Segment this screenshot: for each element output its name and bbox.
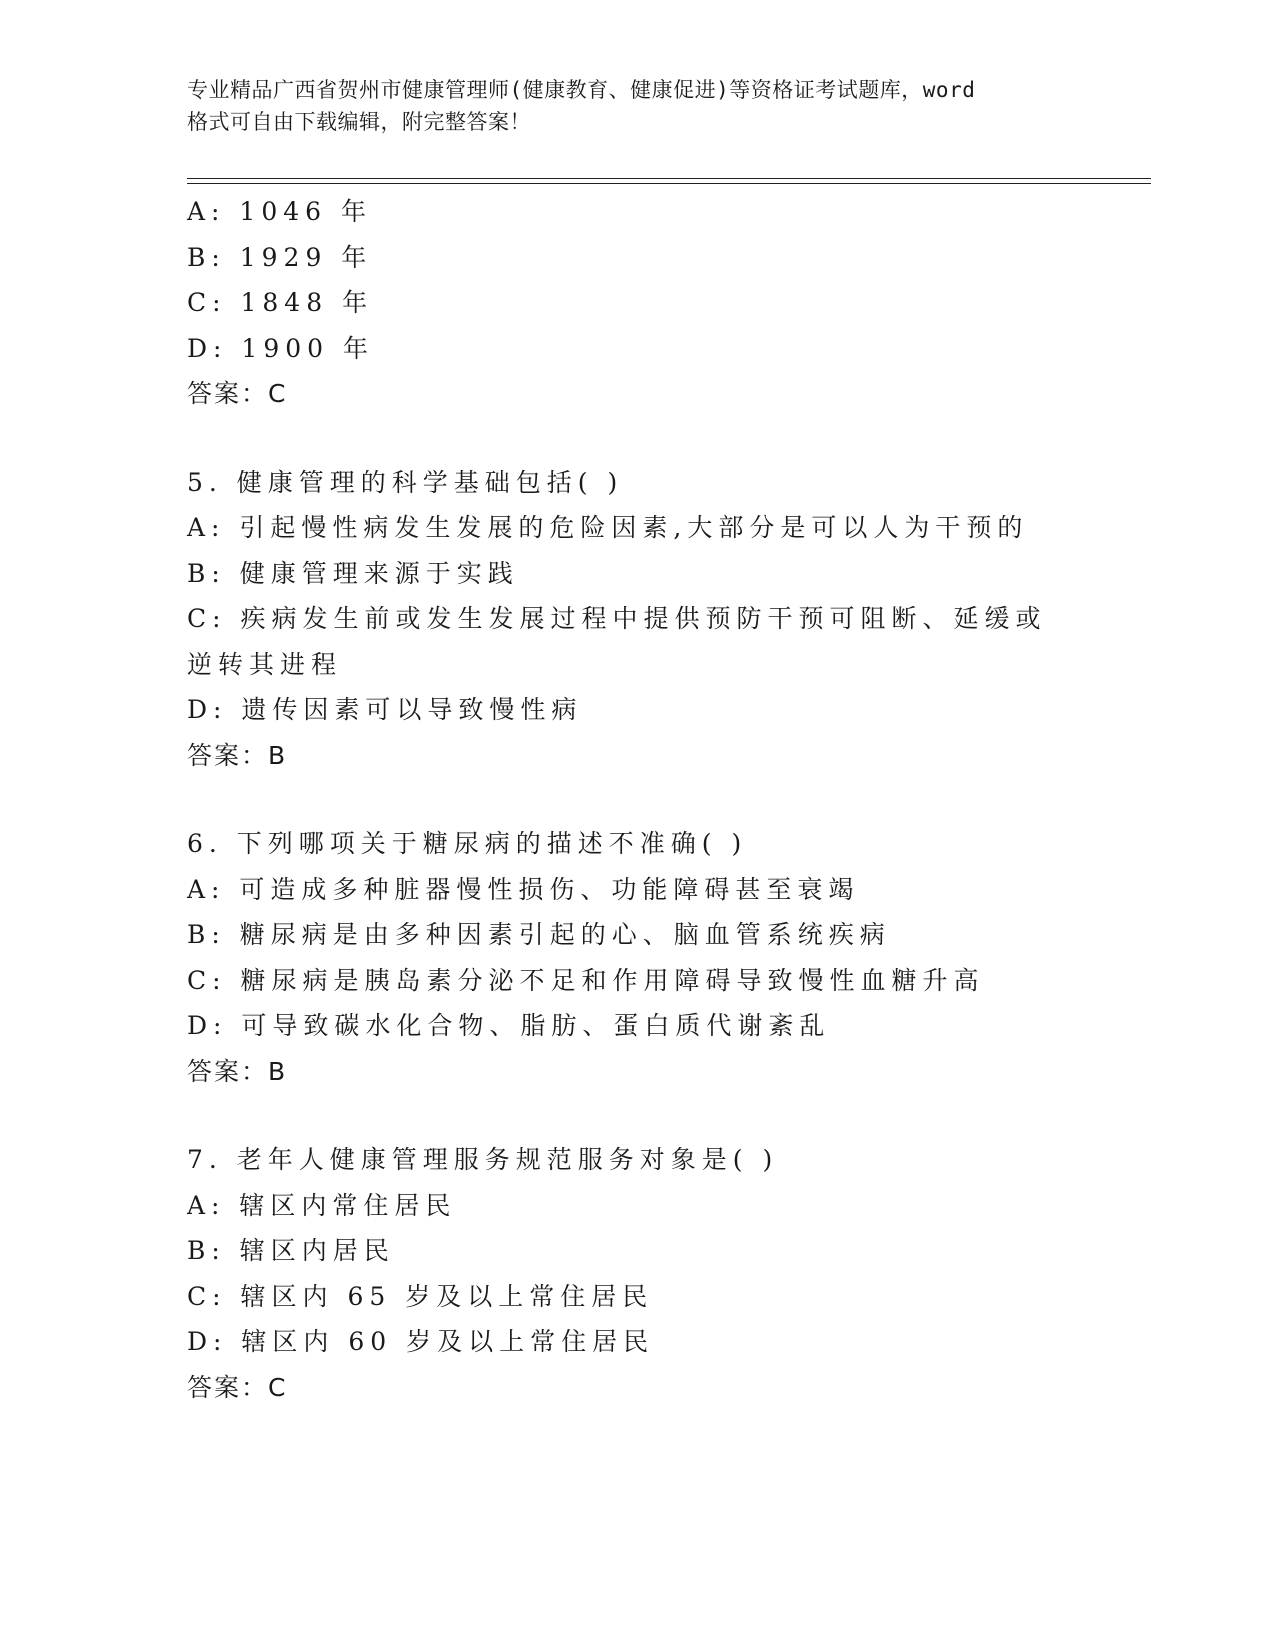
option-c: C: 疾病发生前或发生发展过程中提供预防干预可阻断、延缓或逆转其进程 <box>187 604 1047 679</box>
option-b: B: 1929 年 <box>187 242 373 272</box>
question-gap <box>187 417 1087 460</box>
answer: 答案：B <box>187 1056 288 1086</box>
question-stem: 7. 老年人健康管理服务规范服务对象是( ) <box>187 1145 779 1174</box>
question-7 <box>187 1137 1087 1410</box>
option-c: C: 糖尿病是胰岛素分泌不足和作用障碍导致慢性血糖升高 <box>187 965 985 995</box>
option-b: B: 健康管理来源于实践 <box>187 558 519 588</box>
document-header <box>187 74 1087 138</box>
option-a: A: 可造成多种脏器慢性损伤、功能障碍甚至衰竭 <box>187 874 860 904</box>
option-d: D: 遗传因素可以导致慢性病 <box>187 695 583 724</box>
header-divider-bottom <box>187 183 1151 184</box>
question-4 <box>187 189 1087 417</box>
option-a: A: 1046 年 <box>187 197 372 226</box>
question-5 <box>187 460 1087 779</box>
option-b: B: 辖区内居民 <box>187 1236 395 1265</box>
option-d: D: 1900 年 <box>187 333 374 363</box>
option-a: A: 引起慢性病发生发展的危险因素,大部分是可以人为干预的 <box>187 513 1029 542</box>
header-line-1: 专业精品广西省贺州市健康管理师(健康教育、健康促进)等资格证考试题库，word <box>187 78 976 102</box>
option-c: C: 1848 年 <box>187 288 374 317</box>
header-divider-top <box>187 178 1151 179</box>
question-gap <box>187 778 1087 821</box>
answer: 答案：B <box>187 740 288 770</box>
question-stem: 6. 下列哪项关于糖尿病的描述不准确( ) <box>187 829 748 858</box>
option-d: D: 辖区内 60 岁及以上常住居民 <box>187 1327 655 1356</box>
option-b: B: 糖尿病是由多种因素引起的心、脑血管系统疾病 <box>187 920 891 949</box>
option-c: C: 辖区内 65 岁及以上常住居民 <box>187 1281 654 1311</box>
option-d: D: 可导致碳水化合物、脂肪、蛋白质代谢紊乱 <box>187 1011 831 1040</box>
question-stem: 5. 健康管理的科学基础包括( ) <box>187 467 624 497</box>
answer: 答案：C <box>187 1372 288 1402</box>
question-6 <box>187 821 1087 1094</box>
question-gap <box>187 1094 1087 1137</box>
answer: 答案：C <box>187 379 288 408</box>
header-line-2: 格式可自由下载编辑，附完整答案！ <box>187 110 531 134</box>
option-a: A: 辖区内常住居民 <box>187 1190 457 1220</box>
question-list <box>187 189 1087 1410</box>
